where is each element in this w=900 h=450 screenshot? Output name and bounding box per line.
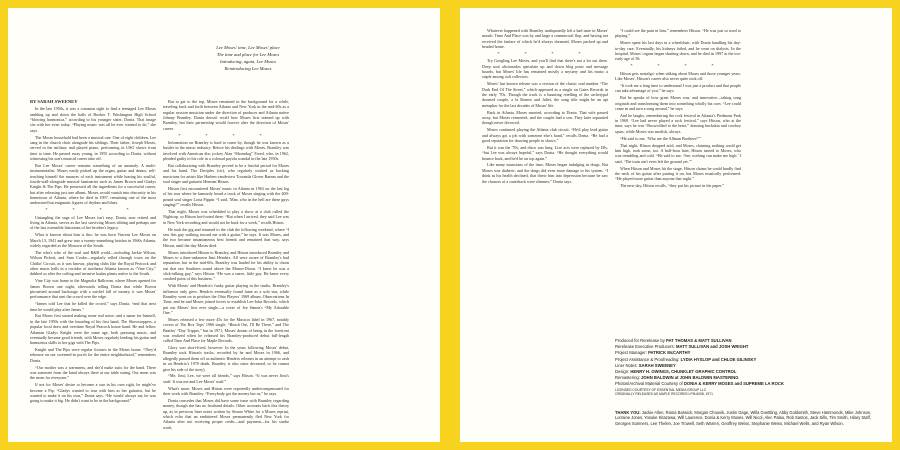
paragraph: “It took me a long time to understand I was just a product and that people can take advantage of you,” he says. xyxy=(615,82,741,94)
credit-label: Liner Notes: xyxy=(615,362,638,368)
paragraph: But Moses first started making some real noise, and a name for himself, in the late 1950s with the founding of his first band, The Showstoppers, a popular local draw and overtime Royal Peacock house band. He and fellow Atlantan Gladys Knight were the same age, both pursuing music, and eventually became good friends, with Moses regularly lending his guitar and harmonica skills to her gigs with The Pips. xyxy=(30,313,156,346)
credit-value: PATRICK McCARTHY xyxy=(648,350,691,356)
credit-label: Rerelease Executive Producers: xyxy=(615,344,675,350)
paragraph: If not for Moses' desire to become a star in his own right, he might've become a Pip. “Gladys wanted to tour with him as her guitarist, but he wanted to make it on his own,” Donia says. “He would always say he was going to make it big. He didn't want to be in the background.” xyxy=(30,382,156,404)
paragraph: But it was the '70s, and disco was king. Live acts were replaced by DJs, “but Lee was always hopeful,” says Donia. “He thought everything would bounce back, and he'd be on top again.” xyxy=(482,144,608,161)
section-separator: * * * * xyxy=(45,207,141,213)
paragraph: Moses spent his last days in a wheelchair, with Donia handling his day-to-day care. Eventually, his kidneys failed, and he went on dialysis. In the hospital, Moses' organs began shutting down, and he died in 1997 at the too-early age of 56. xyxy=(615,40,741,62)
thanks-label: THANK YOU: xyxy=(615,410,641,415)
paragraph: Back in Atlanta, Moses married, according to Donia. That wife passed away, but Moses remarried, and the couple had a son. They later separated though never divorced. xyxy=(482,109,608,126)
license-note: LICENSED COURTESY OF ESSENTIAL MEDIA GROUP LLC xyxy=(615,387,707,392)
paragraph: But he speaks of how great Moses was, and innovative—taking song originals and transforming them into something wholly his own. “Lee could come in and turn a song around,” he says. xyxy=(615,95,741,111)
paragraph: “He said to me, ‘Who are the Allman Brothers?’” xyxy=(620,135,702,141)
article-column-4 xyxy=(482,28,608,185)
intro-line: Reintroducing Lee Moses xyxy=(224,66,272,71)
credit-label: Remastering: xyxy=(615,375,640,381)
paragraph: That night, Moses was scheduled to play a show at a club called the Nightcap, so Hitson hot-footed there. “But when I arrived, they said Lee was in New York recording and would not be back for a week,” recalls Hitson. xyxy=(163,208,289,225)
paragraph: Glory was short-lived, however. In the years following Moses' debut, Brantley took Hitson's tracks, recorded by he and Moses in 1966, and allegedly passed them off as authentic Hendrix releases in an attempt to cash in on Hendrix's 1970 death. Brantley is also since deceased, so he cannot give his side of the story). xyxy=(163,345,289,372)
license-note: ORIGINALLY RELEASED AS MAPLE RECORDS LPM-6008, 1971 xyxy=(615,392,713,397)
section-separator: * * * * xyxy=(630,63,726,69)
intro-line: Lee Moses' time, Lee Moses' place xyxy=(216,45,280,50)
credit-value: DONIA & KERRY MOSES and SUPREME LA ROCK xyxy=(683,381,784,387)
paragraph: Moses continued playing the Atlanta club circuit. “He'd play lead guitar and always got a job with someone else's band,” recalls Donia. “He had a good reputation for drawing people to shows.” xyxy=(482,127,608,143)
credits-block xyxy=(615,338,875,396)
paragraph: What is known about him is this: he was born Vincent Lee Moses on March 13, 1941 and grew into a twenty-something hotshot in 1960s Atlanta, widely regarded as the Motown of the South. xyxy=(30,232,156,248)
paragraph: Hitson gets nostalgic when talking about Moses and those younger years. Like Moses', Hitson's career also never quite took off. xyxy=(615,70,741,81)
paragraph: When Hitson and Moses hit the stage, Hitson claims he could hardly find the neck of his guitar after putting it on, but Moses musically performed. “He played more guitar than anyone that night.” xyxy=(615,165,741,182)
paragraph: “I could see the pain in him,” remembers Hitson. “He was just so used to playing.” xyxy=(615,28,741,39)
byline: BY SARAH SWEENEY xyxy=(30,99,78,104)
right-page xyxy=(460,8,892,442)
paragraph: Try Googling Lee Moses, and you'll find that there's not a lot out there. Deep soul aficionados speculate up and down blog posts and message boards, but Moses' life has remained mostly a mystery and his music a staple among cult collectors. xyxy=(482,58,608,80)
paragraph: “Our mother was a warmness, and she'd make suits for the band. There was someone from the band always there at our table eating. Our mom was the mom for everyone.” xyxy=(30,364,156,381)
paragraph: Moses introduced Hitson to Brantley, and Hitson introduced Brantley and Moses to a then-unknown Jimi Hendrix. All were aware of Brantley's bad reputation, but in the mid-60s, Brantley was lauded for his ability to churn out that raw Southern sound above the Mason-Dixon. “I knew he was a slick-talking guy,” says Hitson. “He was a suave, little guy. He knew every crooked point of this business.” xyxy=(163,249,289,282)
credit-value: LYDIA HYSLOP and CHLOE GILINSKY xyxy=(680,356,757,362)
intro-line: Introducing, again, Lee Moses xyxy=(219,59,277,64)
paragraph: With Moses' and Hendrix's funky guitar playing in the studio, Brantley's influence only grew. Hendrix eventually found fame as a solo star, while Brantley went on to produce the Ohio Players' 1969 album, Observations In Time, and he and Moses joined forces to establish Lee-John Records, which put out Moses' first ever single—a cover of Joe Simon's “My Adorable One.” xyxy=(163,283,289,315)
paragraph: What's more, Moses and Hitson were reportedly undercompensated for their work with Brantley. “Everybody got the money but us,” he says. xyxy=(163,385,289,397)
left-page xyxy=(8,8,440,442)
credit-label: Design: xyxy=(615,369,630,375)
credit-value: HENRY H. OWINGS, CHUNKLET GRAPHIC CONTROL xyxy=(630,369,737,375)
paragraph: And he laughs, remembering the rock festival in Atlanta's Piedmont Park in 1969. “Lee had never played a rock festival,” says Hitson, who at the time, says he was “Boswichled to the bone,” donning buckskin and cowboy spurs, while Moses was modish, always. xyxy=(615,112,741,134)
thanks-text: Jackie Allen, Rama Barwick, Morgan Chouvik, Justin Gage, Willa Goettling, Abby Goldsmith, Steve Hammonds, Mike Johnson, Lorraine Jones, Yosuke Kitazawa, Will Laurence, Donia & Kerry Moses, Will Nicol, Alec Palao, Rob Santos, Jack Sills, Tim Smith, Hilary Staff, Georges Sumners, Lee Thelen, Joe Trowell, Seth Warren, Geoffrey Weiss, Stephanie Weiss, Michael Wells, and Ryan Wilson. xyxy=(615,410,872,426)
section-separator: * * * * xyxy=(497,50,593,56)
credit-label: Photos/Archival Material Courtesy of xyxy=(615,381,683,387)
paragraph: Like many musicians of the time, Moses began indulging in drugs. But Moses was diabetic, and the drugs did even more damage to his system. “I think as his health declined, that threw him into depression because he saw the chances of a comeback were slimmer,” Donia says. xyxy=(482,162,608,184)
credit-label: Project Manager: xyxy=(615,350,647,356)
paragraph: “James told Lee that he killed the crowd,” says Donia, “and that next time he would play after James.” xyxy=(30,301,156,312)
paragraph: The who's who of the soul and R&B world—including Jackie Wilson, Wilson Pickett, and Sam Cooke—regularly rolled through town on the Chitlin' Circuit, as it was known, playing clubs like the Royal Peacock and other music halls in a corridor of northeast Atlanta known as “Vine City,” dubbed so after the coiling and invasive kudzu plants native to the South. xyxy=(30,249,156,277)
section-separator: * * * * xyxy=(178,132,274,138)
article-column-1 xyxy=(30,99,156,405)
paragraph: The next day, Hitson recalls, “they put his picture in the paper.” xyxy=(620,183,725,189)
paragraph: Moses' last known release was a version of the classic soul number “The Dark End Of The Street,” which appeared as a single on Gates Records in the early '70s. Though the track is a haunting retelling of the archetypal doomed couple, a la Romeo and Juliet, the song title might be an apt metaphor for the last decades of Moses' life. xyxy=(482,81,608,108)
intro-line: The time and place for Lee Moses xyxy=(216,52,280,57)
paragraph: Knight and The Pips were regular fixtures in the Moses home. “They'd rehearse on our screened-in porch for the entire neighborhood,” remembers Donia. xyxy=(30,347,156,363)
credit-value: PAT THOMAS & MATT SULLIVAN xyxy=(665,338,732,343)
paragraph: Donia concedes that Moses did have some issue with Brantley regarding money, though she has no firsthand details. Other accounts back this theory up, as in previous liner notes written by Simon White for a Moses reprint, which echo that an embittered Moses permanently fled New York for Atlanta after not receiving proper credit—and payment—for his studio work. xyxy=(163,398,289,430)
paragraph: That night, Hitson dropped acid, and Moses, claiming nothing could get him high, took some, too. A half-hour later, Hitson turned to Moses, who was trembling and cold. “He said to me, ‘See, nothing can make me high.’ I said, ‘The train ain't even left the ground yet.’” xyxy=(615,142,741,164)
paragraph: Untangling the saga of Lee Moses isn't easy. Donia, now retired and living in Atlanta, serves as the last surviving Moses sibling and perhaps one of the last ostensible historians of her brother's legacy. xyxy=(30,214,156,231)
paragraph: Hitson first encountered Moses' music in Atlanta in 1963 on the last leg of his tour where he famously heard a track of Moses singing with the 400-pound soul singer Loria Pippin. “I said, 'Man, who in the hell are these guys singing?'” recalls Hitson. xyxy=(163,185,289,207)
article-column-5 xyxy=(615,28,741,190)
credit-value: MATT SULLIVAN and JOSH WRIGHT xyxy=(676,344,749,350)
credit-value: SARAH SWEENEY xyxy=(638,362,676,368)
paragraph: But collaborating with Brantley proved to be a fruitful period for Moses and his band. The Deciples (sic), who regularly worked as backing musicians for artists like Harlem vaudeview Towanda Glover Barnes and the soul singer and guitarist Herman Hitson. xyxy=(163,162,289,184)
paragraph: But Lee Moses' career remains something of an anomaly. A multi-instrumentalist, Moses easily picked up the organ, guitar and drums, self-teaching himself the nuances of each instrument while honing his soulful, fourth-wall-alongside musical luminaries such as James Brown and Gladys Knight & The Pips. He possessed all the ingredients for a successful career, but after releasing just one album, Moses would vanish into obscurity in his hometown of Atlanta, where he died in 1997, remaining one of the most underrated but enigmatic figures of rhythm and blues. xyxy=(30,162,156,206)
thank-you-block xyxy=(615,410,875,426)
paragraph: Whatever happened with Brantley undisputedly left a bad taste in Moses' mouth. Time And Place was by and large a commercial flop, and having not received the fanfare of which he'd always dreamed, Moses packed up and headed home. xyxy=(482,28,608,50)
paragraph: Vine City was home to the Magnolia Ballroom, where Moses opened for James Brown one night, afterwards telling Donia that while Brown pirouetted around backstage with a satchel full of money, it was Moses' performance that sent the crowd over the edge. xyxy=(30,278,156,300)
credit-label: Project Assistance & Proofreading: xyxy=(615,356,680,362)
paragraph: “Me, Jimi, Lee, we were all friends,” says Hitson. “It was never Jimi's stuff. It was me and Lee Moses' stuff.” xyxy=(163,373,289,384)
article-column-2 xyxy=(163,99,289,432)
paragraph: In the late 1950s, it was a common sight to find a teenaged Lee Moses ambling up and down the halls of Booker T. Washington High School “blowing harmonica,” according to his younger sister, Donia. That image sits with her even today. “Playing music was all he ever wanted to do,” she says. xyxy=(30,106,156,133)
paragraph: But to get to the top, Moses remained in the background for a while, traveling back and forth between Atlanta and New York in the mid-60s as a regular session musician under the direction of producer and Atlanta native Johnny Brantley. Donia doesn't recall how Moses first teamed up with Brantley, but their partnership would forever alter the direction of Moses' career. xyxy=(163,99,289,131)
paragraph: He took the gig and returned to the club the following weekend, where “I saw this guy walking toward me with a guitar,” he says. It was Moses, and the two became instantaneous best friends and remained that way, says Hitson, until the day Moses died. xyxy=(163,226,289,248)
credit-value: JOHN BALDWIN at JOHN BALDWIN MASTERING xyxy=(641,375,739,381)
paragraph: The Moses household had been a musical one. One of eight children, Lee sang in the church choir alongside his siblings. Their father, Joseph Moses, served in the military and played piano, performing in USO shows from time to time. He passed away young, in 1955 according to Donia, without witnessing his son's musical career take off. xyxy=(30,134,156,162)
paragraph: Information on Brantley is hard to come by, though he was known as a hustler in the music industry. Before his dealings with Moses, Brantley was involved with American disc jockey Alan “Moondog” Freed, who, in 1962, pleaded guilty to his role in a colossal payola scandal in the late 1950s. xyxy=(163,140,289,162)
credit-label: Produced for Rerelease by xyxy=(615,338,665,343)
paragraph: Moses released a few more 45s for the Musicor label in 1967, notably covers of The Box Tops' 1966 single, “Reach Out, I'll Be There,” and The Beatles' “Day Tripper,” but in 1971, Moses' dream of being in the forefront was realized when he released his Brantley-produced debut full-length called Time And Place for Maple Records. xyxy=(163,316,289,344)
intro-verse xyxy=(163,44,333,72)
